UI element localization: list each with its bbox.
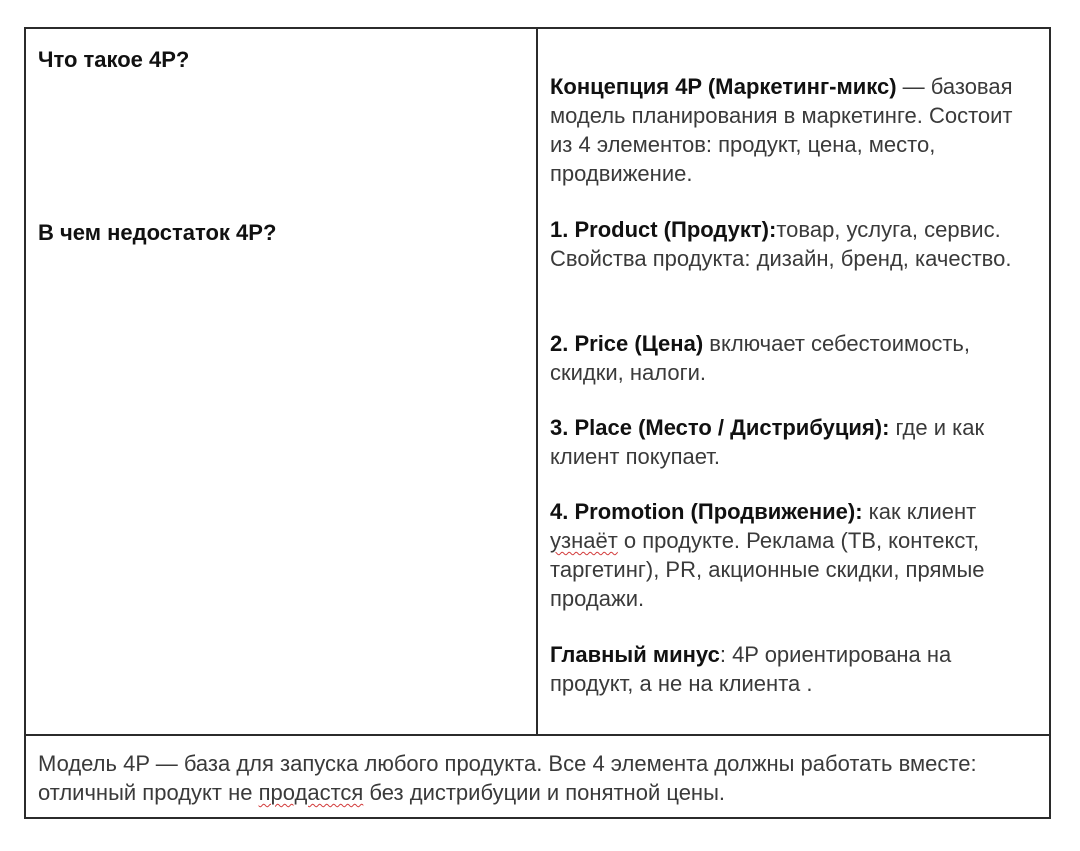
answer-concept-text: — базовая модель планирования в маркетинге. Состоит из 4 элементов: продукт, цена, место, продвижение. <box>550 74 1013 186</box>
summary-text-after: без дистрибуции и понятной цены. <box>363 780 726 805</box>
answer-product-text: товар, услуга, сервис. Свойства продукта: дизайн, бренд, качество. <box>550 217 1012 271</box>
answer-concept <box>550 72 1040 188</box>
answer-main-minus-title: Главный минус <box>550 642 720 667</box>
document-table <box>24 27 1051 819</box>
answer-promotion-title: 4. Promotion (Продвижение): <box>550 499 863 524</box>
table-row-main <box>26 29 1049 736</box>
answer-main-minus-text: : 4P ориентирована на продукт, а не на клиента . <box>550 642 952 696</box>
answer-price <box>550 329 1040 387</box>
answer-main-minus <box>550 640 1040 698</box>
misspelled-word-uznaet[interactable]: узнаёт <box>550 528 618 553</box>
summary-text-before: Модель 4P — база для запуска любого продукта. Все 4 элемента должны работать вместе: отличный продукт не <box>38 751 977 805</box>
answer-product-title: 1. Product (Продукт): <box>550 217 777 242</box>
answer-place-title: 3. Place (Место / Дистрибуция): <box>550 415 890 440</box>
answer-price-text: включает себестоимость, скидки, налоги. <box>550 331 970 385</box>
answer-promotion <box>550 497 1040 613</box>
answer-promotion-text-after: о продукте. Реклама (ТВ, контекст, таргетинг), PR, акционные скидки, прямые продажи. <box>550 528 985 611</box>
answer-concept-title: Концепция 4P (Маркетинг-микс) <box>550 74 897 99</box>
answer-promotion-text-before: как клиент <box>862 499 977 524</box>
questions-column <box>26 29 538 734</box>
summary-row <box>38 749 1038 807</box>
question-4p-drawback: В чем недостаток 4P? <box>38 220 277 245</box>
answer-place <box>550 413 1040 471</box>
answers-column <box>538 29 1049 734</box>
answer-place-text: где и как клиент покупает. <box>550 415 985 469</box>
question-what-is-4p: Что такое 4P? <box>38 47 190 72</box>
misspelled-word-prodastsya[interactable]: продастся <box>258 780 364 805</box>
answer-price-title: 2. Price (Цена) <box>550 331 704 356</box>
answer-product <box>550 215 1040 273</box>
